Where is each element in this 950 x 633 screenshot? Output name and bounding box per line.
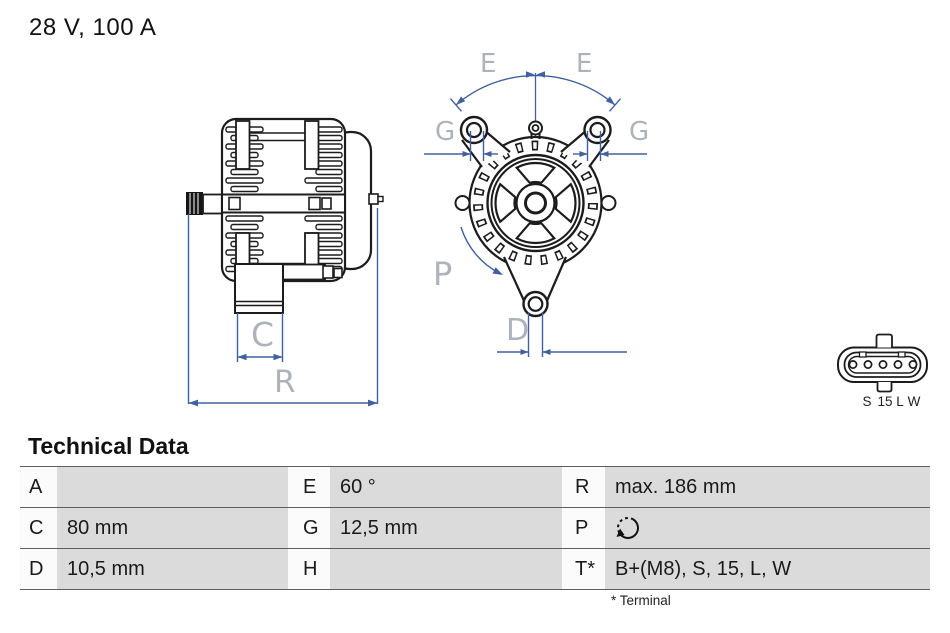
table-label-g: G: [288, 508, 330, 548]
dim-label-g-right: G: [629, 117, 650, 147]
table-label-c: C: [20, 508, 57, 548]
table-row: [20, 549, 930, 590]
table-label-d: D: [20, 549, 57, 589]
rotation-direction-icon: [615, 515, 641, 541]
table-row: [20, 467, 930, 508]
dim-label-c: C: [251, 315, 275, 354]
product-spec-title: 28 V, 100 A: [29, 14, 157, 41]
dim-label-d: D: [506, 313, 530, 348]
alternator-side-view: [186, 119, 383, 313]
table-value-g: 12,5 mm: [330, 508, 562, 548]
table-label-r: R: [562, 467, 605, 507]
dim-label-p: P: [433, 255, 453, 293]
table-value-h: [330, 549, 562, 589]
table-value-r: max. 186 mm: [605, 467, 930, 507]
connector-pin-label-l: L: [896, 394, 904, 409]
connector-pin-label-w: W: [907, 394, 921, 409]
connector-pin-label-15: 15: [877, 394, 893, 409]
alternator-front-view: [456, 73, 616, 316]
table-value-a: [57, 467, 288, 507]
table-label-t: T*: [562, 549, 605, 589]
terminal-footnote: * Terminal: [611, 593, 671, 608]
connector-diagram: [838, 335, 927, 392]
table-label-h: H: [288, 549, 330, 589]
table-value-p: [605, 508, 930, 548]
dim-label-r: R: [274, 364, 296, 400]
table-value-e: 60 °: [330, 467, 562, 507]
technical-data-heading: Technical Data: [28, 433, 189, 459]
dim-label-e-right: E: [576, 49, 593, 79]
table-label-a: A: [20, 467, 57, 507]
connector-pin-label-s: S: [862, 394, 872, 409]
table-row: [20, 508, 930, 549]
technical-data-table: [20, 466, 930, 590]
table-value-d: 10,5 mm: [57, 549, 288, 589]
table-value-c: 80 mm: [57, 508, 288, 548]
table-label-p: P: [562, 508, 605, 548]
table-value-t: B+(M8), S, 15, L, W: [605, 549, 930, 589]
dim-label-g-left: G: [435, 117, 456, 147]
table-label-e: E: [288, 467, 330, 507]
dim-label-e-left: E: [480, 49, 497, 79]
